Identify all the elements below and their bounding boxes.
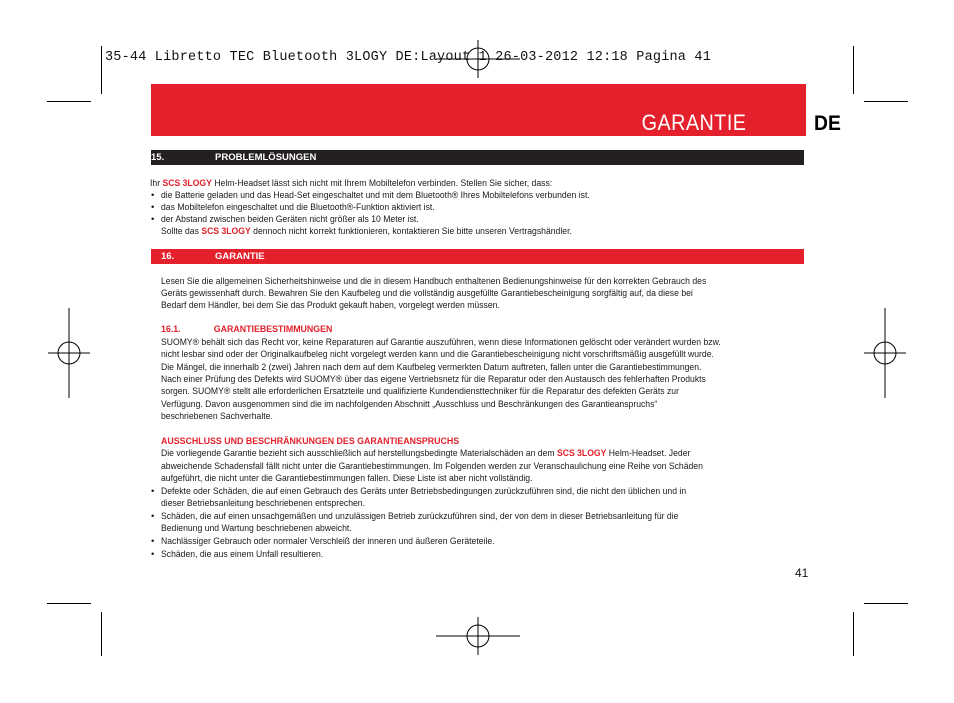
warranty-terms-line: beschriebenen Sachverhalte.	[161, 411, 273, 422]
bullet-icon: •	[151, 214, 155, 225]
exclusions-line: abweichende Schadensfall fällt nicht unter die Garantiebestimmungen. Im Folgenden werden zur Veranschaulichung eine Reihe von Schäden	[161, 461, 703, 472]
subsection-heading-16-1: 16.1. GARANTIEBESTIMMUNGEN	[161, 324, 333, 335]
exclusion-bullet-2: Schäden, die auf einen unsachgemäßen und unzulässigen Betrieb zurückzuführen sind, der von dem in dieser Betriebsanleitung für die	[161, 511, 679, 522]
section-title: GARANTIE	[215, 251, 265, 262]
exclusion-bullet-4: Schäden, die aus einem Unfall resultieren.	[161, 549, 324, 560]
exclusion-bullet-2-cont: Bedienung und Wartung beschriebenen abweicht.	[161, 523, 352, 534]
bullet-icon: •	[151, 202, 155, 213]
warranty-terms-line: SUOMY® behält sich das Recht vor, keine Reparaturen auf Garantie auszuführen, wenn diese Informationen gelöscht oder verändert wurden bzw.	[161, 337, 721, 348]
warranty-terms-line: Nach einer Prüfung des Defekts wird SUOMY® über das eigene Vertriebsnetz für die Reparatur oder den Austausch des fehlerhaften Produkts	[161, 374, 706, 385]
registration-mark-left	[46, 308, 92, 398]
section-number: 16.	[161, 251, 175, 262]
header-band	[151, 84, 806, 136]
crop-mark	[47, 603, 91, 604]
section-number: 15.	[151, 152, 165, 163]
crop-mark	[853, 46, 854, 94]
section-15-bullet-1: die Batterie geladen und das Head-Set eingeschaltet und mit dem Bluetooth® Ihres Mobiltelefons verbunden ist.	[161, 190, 590, 201]
page-number: 41	[795, 566, 809, 580]
bullet-icon: •	[151, 511, 155, 522]
exclusions-line: Die vorliegende Garantie bezieht sich ausschließlich auf herstellungsbedingte Materialschäden an dem SCS 3LOGY Helm-Headset. Jeder	[161, 448, 691, 459]
page-title: GARANTIE	[641, 110, 746, 135]
exclusion-bullet-1-cont: dieser Betriebsanleitung beschriebenen entsprechen.	[161, 498, 366, 509]
section-16-intro-line: Geräts gewissenhaft durch. Bewahren Sie den Kaufbeleg und die vollständig ausgefüllte Garantiebescheinigung sorgfältig auf, da diese bei	[161, 288, 693, 299]
brand-name: SCS 3LOGY	[556, 448, 607, 459]
subsection-heading-exclusions: AUSSCHLUSS UND BESCHRÄNKUNGEN DES GARANTIEANSPRUCHS	[161, 436, 460, 447]
brand-name: SCS 3LOGY	[162, 178, 212, 189]
warranty-terms-line: nicht lesbar sind oder der Originalkaufbeleg nicht vorgelegt werden kann und die Garantiebescheinigung nicht vorschriftsmäßig ausgefüllt wurde.	[161, 349, 714, 360]
registration-mark-top	[436, 38, 520, 80]
section-title: PROBLEMLÖSUNGEN	[215, 152, 317, 163]
warranty-terms-line: Verfügung. Davon ausgenommen sind die im nachfolgenden Abschnitt „Ausschluss und Beschränkungen des Garantieanspruchs“	[161, 399, 658, 410]
crop-mark	[101, 46, 102, 94]
slug-line: 35-44 Libretto TEC Bluetooth 3LOGY DE:Layout 1 26-03-2012 12:18 Pagina 41	[105, 50, 711, 65]
crop-mark	[853, 612, 854, 656]
section-15-bullet-3: der Abstand zwischen beiden Geräten nicht größer als 10 Meter ist.	[161, 214, 419, 225]
bullet-icon: •	[151, 536, 155, 547]
crop-mark	[47, 101, 91, 102]
section-15-closing: Sollte das SCS 3LOGY dennoch nicht korrekt funktionieren, kontaktieren Sie bitte unseren Vertragshändler.	[161, 226, 572, 237]
section-bar-15	[151, 150, 804, 165]
brand-name: SCS 3LOGY	[201, 226, 251, 237]
exclusions-line: aufgeführt, die nicht unter die Garantiebestimmungen fallen. Diese Liste ist aber nicht vollständig.	[161, 473, 533, 484]
section-15-intro: Ihr SCS 3LOGY Helm-Headset lässt sich nicht mit Ihrem Mobiltelefon verbinden. Stellen Sie sicher, dass:	[150, 178, 553, 189]
warranty-terms-line: sorgen. SUOMY® stellt alle erforderlichen Ersatzteile und qualifizierte Kundendiensttechniker für die Reparatur des defekten Geräts zur	[161, 386, 679, 397]
exclusion-bullet-1: Defekte oder Schäden, die auf einen Gebrauch des Geräts unter Betriebsbedingungen zurückzuführen sind, die nicht den üblichen und in	[161, 486, 687, 497]
section-16-intro-line: Lesen Sie die allgemeinen Sicherheitshinweise und die in diesem Handbuch enthaltenen Bedienungshinweise für den korrekten Gebrauch des	[161, 276, 707, 287]
crop-mark	[864, 101, 908, 102]
section-15-bullet-2: das Mobiltelefon eingeschaltet und die Bluetooth®-Funktion aktiviert ist.	[161, 202, 435, 213]
section-bar-16	[151, 249, 804, 264]
registration-mark-bottom	[436, 615, 520, 657]
bullet-icon: •	[151, 486, 155, 497]
crop-mark	[101, 612, 102, 656]
bullet-icon: •	[151, 190, 155, 201]
crop-mark	[864, 603, 908, 604]
registration-mark-right	[862, 308, 908, 398]
section-16-intro-line: Bedarf dem Händler, bei dem Sie das Produkt gekauft haben, vorgelegt werden müssen.	[161, 300, 500, 311]
bullet-icon: •	[151, 549, 155, 560]
language-code: DE	[814, 112, 841, 135]
exclusion-bullet-3: Nachlässiger Gebrauch oder normaler Verschleiß der inneren und äußeren Geräteteile.	[161, 536, 495, 547]
warranty-terms-line: Die Mängel, die innerhalb 2 (zwei) Jahren nach dem auf dem Kaufbeleg vermerkten Datum auftreten, fallen unter die Garantiebestimmungen.	[161, 362, 702, 373]
